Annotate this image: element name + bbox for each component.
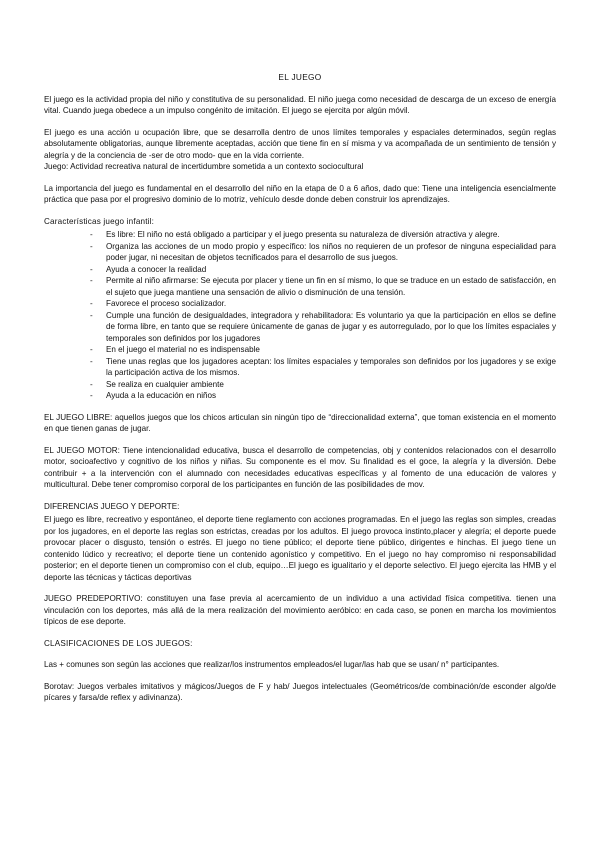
definition-short: Juego: Actividad recreativa natural de incertidumbre sometida a un contexto sociocultural (44, 162, 364, 171)
list-item-text: Es libre: El niño no está obligado a participar y el juego presenta su naturaleza de diversión atractiva y alegre. (106, 230, 500, 239)
classifications-label: CLASIFICACIONES DE LOS JUEGOS: (44, 638, 193, 648)
list-item (44, 379, 556, 391)
dash-marker: - (90, 276, 93, 285)
list-item (44, 356, 556, 379)
list-item (44, 229, 556, 241)
dash-marker: - (90, 230, 93, 239)
list-item (44, 275, 556, 298)
definition-paragraph: El juego es una acción u ocupación libre, que se desarrolla dentro de unos límites temporales y espaciales determinados, según reglas absolutamente obligatorias, aunque libremente aceptadas, acción que tiene fin en sí misma y va acompañada de un sentimiento de tensión y alegría y de la conciencia de -ser de otro modo- que en la vida corriente. (44, 127, 556, 160)
dash-marker: - (90, 391, 93, 400)
dash-marker: - (90, 356, 93, 366)
list-item-text: Ayuda a la educación en niños (106, 391, 217, 400)
list-item (44, 390, 556, 402)
characteristics-list (44, 229, 556, 402)
juego-motor-paragraph: EL JUEGO MOTOR: Tiene intencionalidad educativa, busca el desarrollo de competencias, obj y contenidos relacionados con el desarrollo motor, socioafectivo y cognitivo de los niños y niñas. Su componente es el mov. Su finalidad es el goce, la alegría y la diversión. Debe contribuir + a la intervención con el alumnado con necesidades educativas específicas y al fomento de una educación de valores y multicultural. Debe tener compromiso corporal de los participantes en función de las posibilidades de mov. (44, 445, 556, 489)
intro-paragraph: El juego es la actividad propia del niño y constitutiva de su personalidad. El niño juega como necesidad de descarga de un exceso de energía vital. Cuando juega obedece a un impulso congénito de imitación. El juego se ejercita por algún móvil. (44, 94, 556, 115)
differences-paragraph: El juego es libre, recreativo y espontáneo, el deporte tiene reglamento con acciones programadas. En el juego las reglas son simples, creadas por los jugadores, en el deporte las reglas son estrictas, creadas por los adultos. El juego provoca instinto,placer y alegría; el deporte puede provocar placer o disgusto, tensión o estrés. El juego no tiene público; el deporte tiene público, dirigentes e hinchas. El juego tiene un contenido lúdico y recreativo; el deporte tiene un contenido agonístico y competitivo. En el juego no hay compromiso ni responsabilidad posterior; en el deporte tienen un compromiso con el club, equipo…El juego es igualitario y el deporte selectivo. El juego ejercita las HMB y el deporte las técnicas y tácticas deportivas (44, 515, 556, 582)
differences-label: DIFERENCIAS JUEGO Y DEPORTE: (44, 501, 180, 511)
dash-marker: - (90, 264, 93, 274)
document-title: EL JUEGO (278, 72, 322, 82)
dash-marker: - (90, 379, 93, 389)
list-item-text: Tiene unas reglas que los jugadores aceptan: los límites espaciales y temporales son definidos por los jugadores y se exige la participación activa de los mismos. (106, 356, 556, 377)
characteristics-label: Características juego infantil: (44, 216, 155, 226)
list-item-text: En el juego el material no es indispensable (106, 345, 260, 354)
list-item-text: Permite al niño afirmarse: Se ejecuta por placer y tiene un fin en sí mismo, lo que se traduce en un estado de satisfacción, en el sujeto que juega mantiene una sensación de alivio o disminución de una tensión. (106, 276, 556, 297)
classifications-common: Las + comunes son según las acciones que realizar/los instrumentos empleados/el lugar/las hab que se usan/ n° participantes. (44, 660, 500, 669)
list-item (44, 310, 556, 345)
importance-paragraph: La importancia del juego es fundamental en el desarrollo del niño en la etapa de 0 a 6 años, dado que: Tiene una inteligencia esencialmente práctica que pasa por el progresivo dominio de lo motriz, vehículo desde donde deben construir los aprendizajes. (44, 183, 556, 204)
list-item-text: Se realiza en cualquier ambiente (106, 379, 224, 389)
list-item-text: Organiza las acciones de un modo propio y específico: los niños no requieren de un profesor de ninguna especialidad para poder jugar, ni necesitan de objetos tecnificados para el desarrollo de sus juegos. (106, 241, 556, 262)
list-item (44, 241, 556, 264)
list-item (44, 298, 556, 310)
list-item-text: Cumple una función de desigualdades, integradora y rehabilitadora: Es voluntario ya que la participación en ellos se define de forma libre, en tanto que se requiere únicamente de ganas de jugar y es autorregulado, por lo que los límites espaciales y temporales son definidos por los jugadores (106, 310, 556, 343)
dash-marker: - (90, 310, 93, 320)
dash-marker: - (90, 345, 93, 354)
list-item (44, 264, 556, 276)
predeportivo-paragraph: JUEGO PREDEPORTIVO: constituyen una fase previa al acercamiento de un individuo a una actividad física competitiva. tienen una vinculación con los deportes, más allá de la mera realización del movimiento aeróbico: en cada caso, se ponen en marcha los movimientos típicos de ese deporte. (44, 594, 556, 626)
juego-libre-paragraph: EL JUEGO LIBRE: aquellos juegos que los chicos articulan sin ningún tipo de “direccionalidad externa”, que toman existencia en el momento en que tienen ganas de jugar. (44, 412, 556, 433)
borotav-paragraph: Borotav: Juegos verbales imitativos y mágicos/Juegos de F y hab/ Juegos intelectuales (Geométricos/de combinación/de esconder algo/de pícares y farsa/de reflex y adivinanza). (44, 681, 556, 702)
list-item-text: Favorece el proceso socializador. (106, 299, 227, 308)
list-item (44, 344, 556, 356)
dash-marker: - (90, 241, 93, 251)
list-item-text: Ayuda a conocer la realidad (106, 264, 207, 274)
dash-marker: - (90, 299, 93, 308)
